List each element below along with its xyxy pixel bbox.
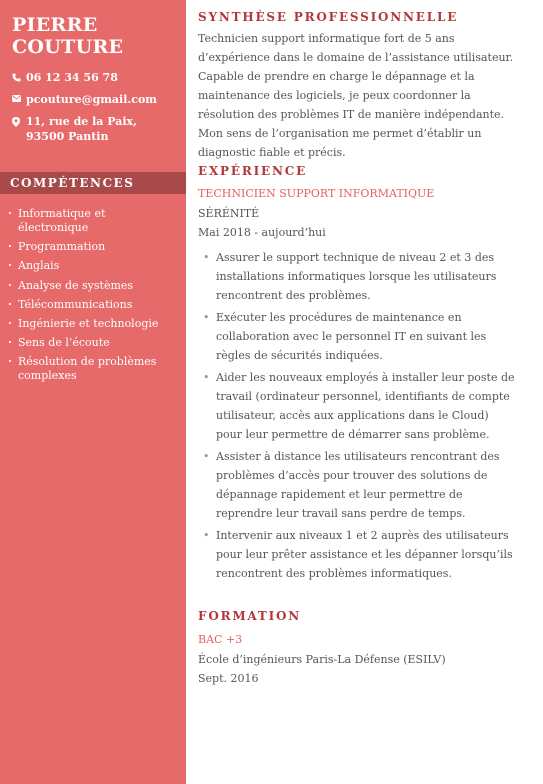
job-bullet: • Assister à distance les utilisateurs rencontrant des problèmes d’accès pour trouver des solutions de dépannage rapidement et leur permettre de reprendre leur travail sans perdre de temps. [198,447,518,523]
job-title: TECHNICIEN SUPPORT INFORMATIQUE [198,187,435,200]
skill-item: · Télécommunications [8,298,178,312]
main-content [186,0,543,784]
education-title: FORMATION [198,609,302,623]
address-line-1: 11, rue de la Paix, [26,115,137,128]
contact-address [12,114,182,144]
education-school: École d’ingénieurs Paris-La Défense (ESILV) [198,653,446,666]
job-company: SÉRÉNITÉ [198,207,260,220]
skill-item: · Analyse de systèmes [8,279,178,293]
sidebar [0,0,186,784]
summary-title: SYNTHÈSE PROFESSIONNELLE [198,10,459,24]
email-address: pcouture@gmail.com [26,93,157,106]
job-dates: Mai 2018 - aujourd’hui [198,226,326,239]
contact-block [12,70,182,151]
summary-text: Technicien support informatique fort de 5 ans d’expérience dans le domaine de l’assistance utilisateur. Capable de prendre en charge le dépannage et la maintenance des logiciels, je peux coordonner la résolution des problèmes IT de manière indépendante. Mon sens de l’organisation me permet d’établir un diagnostic fiable et précis. [198,32,514,159]
skill-item: · Programmation [8,240,178,254]
skill-item: · Informatique et électronique [8,207,178,235]
phone-icon [12,70,26,82]
skills-header [0,172,186,194]
experience-title: EXPÉRIENCE [198,164,308,178]
skills-title: COMPÉTENCES [10,176,135,190]
map-pin-icon [12,114,26,127]
skill-item: · Ingénierie et technologie [8,317,178,331]
envelope-icon [12,92,26,102]
candidate-name [12,14,123,58]
job-bullet: • Aider les nouveaux employés à installer leur poste de travail (ordinateur personnel, identifiants de compte utilisateur, accès aux applications dans le Cloud) pour leur permettre de démarrer sans problème. [198,368,518,444]
job-bullets [198,248,518,586]
contact-email [12,92,182,107]
job-bullet: • Assurer le support technique de niveau 2 et 3 des installations informatiques lorsque les utilisateurs rencontrent des problèmes. [198,248,518,305]
address-line-2: 93500 Pantin [26,130,109,143]
job-bullet: • Intervenir aux niveaux 1 et 2 auprès des utilisateurs pour leur prêter assistance et les dépanner lorsqu’ils rencontrent des problèmes informatiques. [198,526,518,583]
address-text [26,114,137,144]
name-first: PIERRE [12,14,98,36]
contact-phone [12,70,182,85]
job-bullet: • Exécuter les procédures de maintenance en collaboration avec le personnel IT en suivant les règles de sécurités indiquées. [198,308,518,365]
skill-item: · Résolution de problèmes complexes [8,355,178,383]
phone-number: 06 12 34 56 78 [26,71,118,84]
education-date: Sept. 2016 [198,672,259,685]
education-degree: BAC +3 [198,633,243,646]
skill-item: · Anglais [8,259,178,273]
skills-list [8,207,178,389]
skill-item: · Sens de l’écoute [8,336,178,350]
name-last: COUTURE [12,36,124,58]
